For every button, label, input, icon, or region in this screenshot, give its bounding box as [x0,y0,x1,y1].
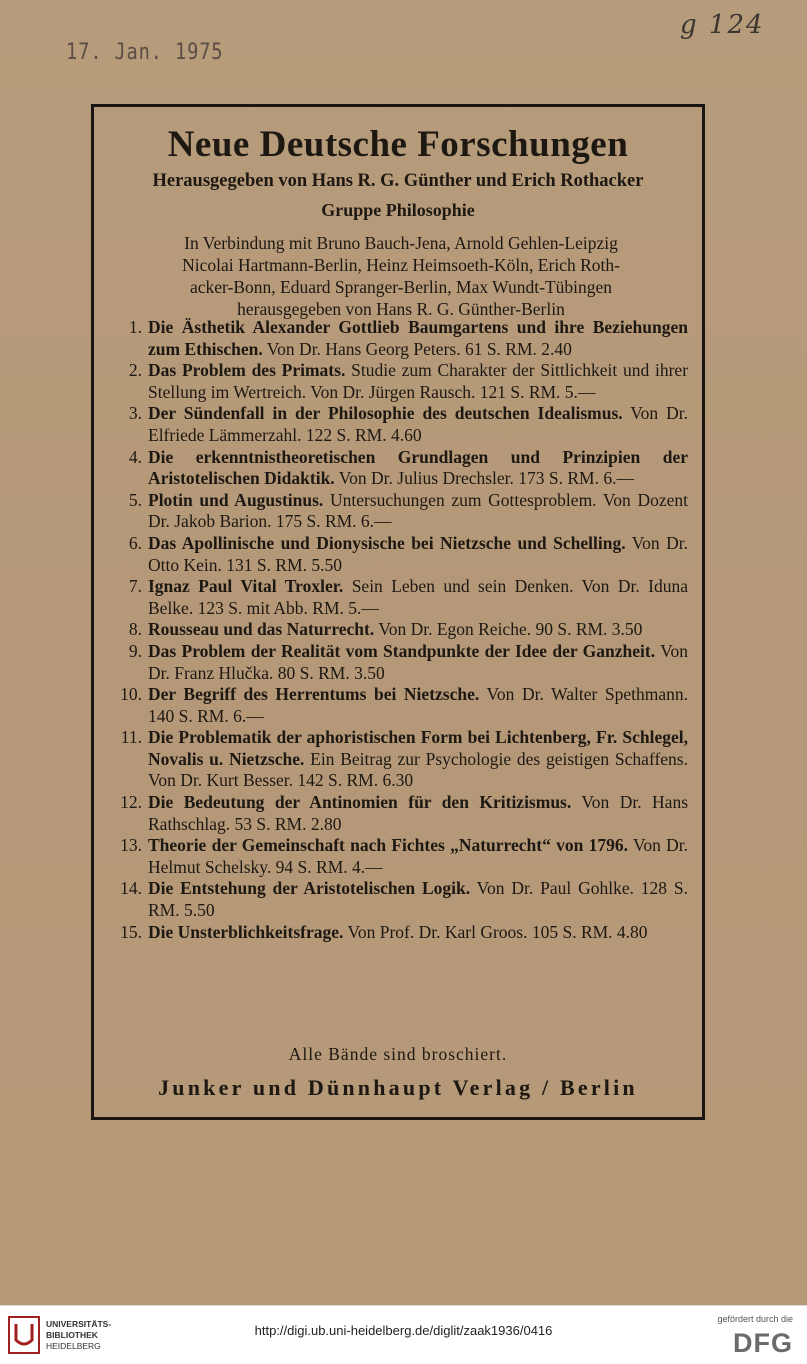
book-item [114,792,688,835]
advertisement-frame [91,104,705,1120]
digitization-url-link[interactable]: http://digi.ub.uni-heidelberg.de/diglit/zaak1936/0416 [254,1323,553,1338]
book-item [114,684,688,727]
book-title: Der Begriff des Herrentums bei Nietzsche. [148,684,480,705]
book-item [114,447,688,490]
series-editors: Herausgegeben von Hans R. G. Günther und Erich Rothacker [152,171,644,191]
book-details: Ein Beitrag zur Psychologie des geistigen Schaffens. Von Dr. Kurt Besser. 142 S. RM. 6.30 [148,748,688,791]
book-title: Die Unsterblichkeitsfrage. [148,921,344,942]
book-number: 9. [128,640,142,661]
book-number: 13. [120,835,142,856]
book-title: Das Problem der Realität vom Standpunkte der Idee der Ganzheit. [148,640,656,661]
book-item [114,403,688,446]
book-item [114,835,688,878]
book-details: Von Dr. Franz Hlučka. 80 S. RM. 3.50 [148,640,688,683]
book-details: Von Dr. Otto Kein. 131 S. RM. 5.50 [148,532,689,575]
book-details: Von Dr. Elfriede Lämmerzahl. 122 S. RM. 4.60 [148,403,688,445]
receipt-date-stamp: 17. Jan. 1975 [66,40,224,65]
book-number: 7. [128,576,142,597]
book-title: Die Bedeutung der Antinomien für den Kritizismus. [148,792,572,813]
book-item [114,360,688,403]
library-name-line: BIBLIOTHEK [46,1330,98,1340]
book-details: Von Dr. Paul Gohlke. 128 S. RM. 5.50 [148,878,689,921]
book-item [114,317,688,360]
book-number: 3. [128,403,142,424]
book-number: 1. [128,317,142,337]
collaborators-block [118,232,684,320]
book-list [114,317,688,943]
dfg-logo: DFG [733,1328,793,1358]
library-name-line: HEIDELBERG [46,1341,101,1351]
book-details: Von Prof. Dr. Karl Groos. 105 S. RM. 4.80 [347,921,648,942]
book-item [114,922,688,944]
book-number: 8. [128,619,142,640]
collaborators-line: In Verbindung mit Bruno Bauch-Jena, Arnold Gehlen-Leipzig [184,233,618,253]
book-details: Von Dr. Hans Rathschlag. 53 S. RM. 2.80 [148,792,689,834]
book-item [114,878,688,921]
digitization-footer [0,1305,807,1364]
book-number: 5. [128,489,142,510]
book-item [114,727,688,792]
book-item [114,619,688,641]
book-number: 11. [120,727,142,748]
book-item [114,641,688,684]
book-details: Von Dr. Hans Georg Peters. 61 S. RM. 2.40 [266,338,572,359]
book-number: 15. [120,921,142,942]
book-title: Theorie der Gemeinschaft nach Fichtes „Naturrecht“ von 1796. [148,835,628,856]
book-number: 14. [120,878,142,899]
book-title: Rousseau und das Naturrecht. [148,619,375,640]
book-item [114,533,688,576]
book-title: Das Problem des Primats. [148,360,346,381]
book-number: 6. [128,532,142,553]
book-details: Untersuchungen zum Gottesproblem. Von Dozent Dr. Jakob Barion. 175 S. RM. 6.— [148,489,689,532]
book-title: Die Entstehung der Aristotelischen Logik. [148,878,471,899]
book-details: Von Dr. Walter Spethmann. 140 S. RM. 6.— [148,684,688,726]
funding-label: gefördert durch die [717,1314,793,1324]
book-details: Von Dr. Egon Reiche. 90 S. RM. 3.50 [378,619,643,640]
book-title: Die Problematik der aphoristischen Form bei Lichtenberg, Fr. Schlegel, Novalis u. Nietzsche. [148,727,688,769]
book-number: 4. [128,446,142,467]
book-title: Plotin und Augustinus. [148,489,324,510]
book-number: 12. [120,792,142,813]
book-details: Sein Leben und sein Denken. Von Dr. Iduna Belke. 123 S. mit Abb. RM. 5.— [148,576,688,618]
book-details: Von Dr. Helmut Schelsky. 94 S. RM. 4.— [148,835,688,877]
collaborators-line: herausgegeben von Hans R. G. Günther-Berlin [237,299,565,319]
binding-note: Alle Bände sind broschiert. [288,1044,508,1064]
book-number: 10. [120,684,142,705]
book-item [114,490,688,533]
book-title: Die Ästhetik Alexander Gottlieb Baumgartens und ihre Beziehungen zum Ethischen. [148,317,688,359]
series-title: Neue Deutsche Forschungen [167,124,629,165]
book-title: Ignaz Paul Vital Troxler. [148,576,344,597]
series-group: Gruppe Philosophie [321,200,475,220]
shelfmark-handwritten: g 124 [680,10,765,40]
book-title: Die erkenntnistheoretischen Grundlagen und Prinzipien der Aristotelischen Didaktik. [148,446,688,489]
book-title: Der Sündenfall in der Philosophie des deutschen Idealismus. [148,403,623,424]
library-name-line: UNIVERSITÄTS- [46,1319,112,1329]
book-title: Das Apollinische und Dionysische bei Nietzsche und Schelling. [148,532,626,553]
publisher-line: Junker und Dünnhaupt Verlag / Berlin [158,1075,638,1100]
book-number: 2. [128,360,142,381]
book-details: Von Dr. Julius Drechsler. 173 S. RM. 6.— [338,468,634,489]
collaborators-line: acker-Bonn, Eduard Spranger-Berlin, Max Wundt-Tübingen [189,277,613,297]
book-details: Studie zum Charakter der Sittlichkeit und ihrer Stellung im Wertreich. Von Dr. Jürgen Rausch. 121 S. RM. 5.— [148,360,689,402]
collaborators-line: Nicolai Hartmann-Berlin, Heinz Heimsoeth-Köln, Erich Roth- [182,255,620,275]
book-item [114,576,688,619]
